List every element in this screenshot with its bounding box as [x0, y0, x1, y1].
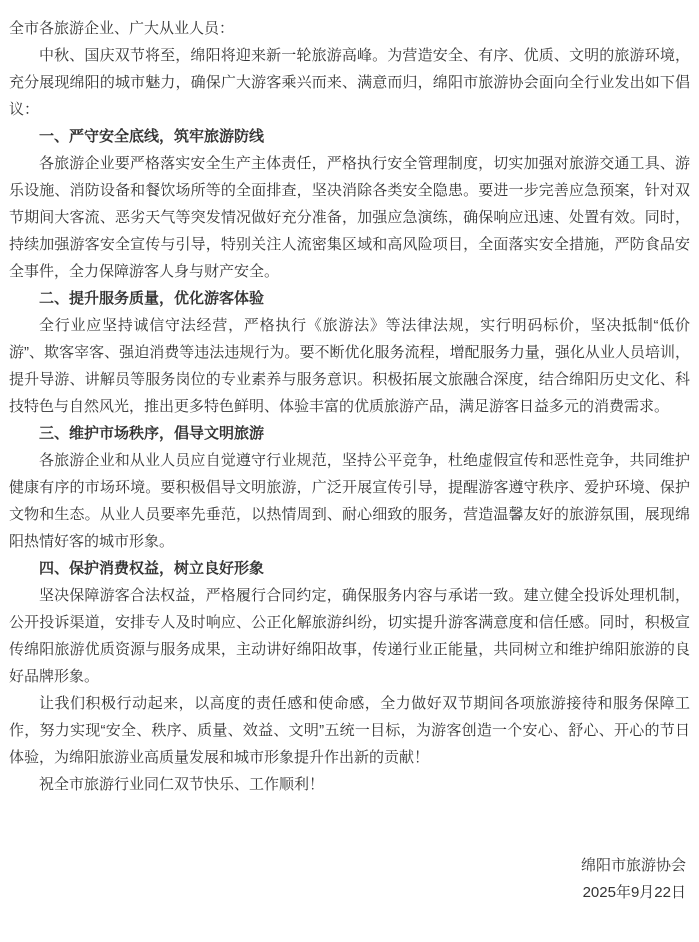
section-2-body: 全行业应坚持诚信守法经营，严格执行《旅游法》等法律法规，实行明码标价，坚决抵制“低价游”、欺客宰客、强迫消费等违法违规行为。要不断优化服务流程，增配服务力量，强化从业人员培训，提升导游、讲解员等服务岗位的专业素养与服务意识。积极拓展文旅融合深度，结合绵阳历史文化、科技特色与自然风光，推出更多特色鲜明、体验丰富的优质旅游产品，满足游客日益多元的消费需求。 — [9, 317, 690, 415]
section-3-body: 各旅游企业和从业人员应自觉遵守行业规范，坚持公平竞争，杜绝虚假宣传和恶性竞争，共同维护健康有序的市场环境。要积极倡导文明旅游，广泛开展宣传引导，提醒游客遵守秩序、爱护环境、保护文物和生态。从业人员要率先垂范，以热情周到、耐心细致的服务，营造温馨友好的旅游氛围，展现绵阳热情好客的城市形象。 — [9, 452, 690, 550]
salutation: 全市各旅游企业、广大从业人员： — [9, 20, 235, 37]
section-1-heading: 一、严守安全底线，筑牢旅游防线 — [39, 128, 265, 145]
section-4-body: 坚决保障游客合法权益，严格履行合同约定，确保服务内容与承诺一致。建立健全投诉处理机制，公开投诉渠道，安排专人及时响应、公正化解旅游纠纷，切实提升游客满意度和信任感。同时，积极宣传绵阳旅游优质资源与服务成果，主动讲好绵阳故事，传递行业正能量，共同树立和维护绵阳旅游的良好品牌形象。 — [9, 587, 690, 685]
section-2-heading: 二、提升服务质量，优化游客体验 — [39, 290, 265, 307]
intro-paragraph: 中秋、国庆双节将至，绵阳将迎来新一轮旅游高峰。为营造安全、有序、优质、文明的旅游环境，充分展现绵阳的城市魅力，确保广大游客乘兴而来、满意而归，绵阳市旅游协会面向全行业发出如下倡议： — [9, 47, 690, 118]
signature-block — [9, 852, 690, 906]
section-3-heading: 三、维护市场秩序，倡导文明旅游 — [39, 425, 265, 442]
signature-organization: 绵阳市旅游协会 — [580, 857, 686, 874]
section-1-body: 各旅游企业要严格落实安全生产主体责任，严格执行安全管理制度，切实加强对旅游交通工具、游乐设施、消防设备和餐饮场所等的全面排查，坚决消除各类安全隐患。要进一步完善应急预案，针对双节期间大客流、恶劣天气等突发情况做好充分准备，加强应急演练，确保响应迅速、处置有效。同时，持续加强游客安全宣传与引导，特别关注人流密集区域和高风险项目，全面落实安全措施，严防食品安全事件，全力保障游客人身与财产安全。 — [9, 155, 690, 280]
section-4-heading: 四、保护消费权益，树立良好形象 — [39, 560, 265, 577]
wish-paragraph: 祝全市旅游行业同仁双节快乐、工作顺利！ — [39, 776, 325, 793]
signature-date: 2025年9月22日 — [582, 884, 686, 901]
closing-paragraph: 让我们积极行动起来，以高度的责任感和使命感，全力做好双节期间各项旅游接待和服务保障工作，努力实现“安全、秩序、质量、效益、文明”五统一目标，为游客创造一个安心、舒心、开心的节日体验，为绵阳旅游业高质量发展和城市形象提升作出新的贡献！ — [9, 695, 690, 766]
